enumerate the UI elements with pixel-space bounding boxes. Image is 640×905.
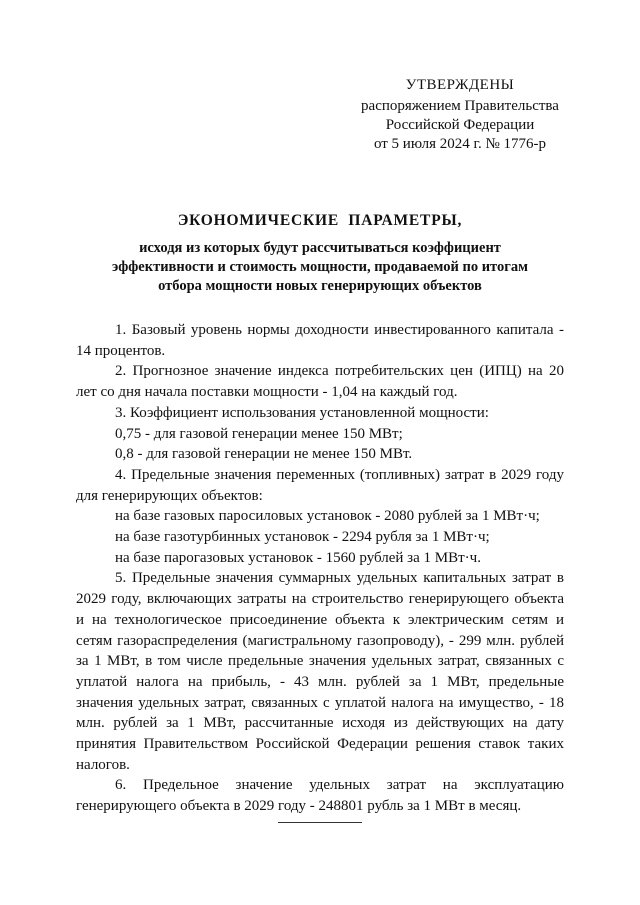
item-3-subitem: 0,8 - для газовой генерации не менее 150 МВт. [115, 446, 413, 463]
item-1-paragraph: 1. Базовый уровень нормы доходности инвестированного капитала - 14 процентов. [76, 322, 564, 359]
approval-line-federation: Российской Федерации [385, 117, 535, 133]
item-4-paragraph: 4. Предельные значения переменных (топливных) затрат в 2029 году для генерирующих объектов: [76, 466, 564, 504]
item-2-paragraph: 2. Прогнозное значение индекса потребительских цен (ИПЦ) на 20 лет со дня начала поставки мощности - 1,04 на каждый год. [76, 363, 564, 401]
approval-heading: УТВЕРЖДЕНЫ [405, 77, 515, 93]
item-4-subitem: на базе парогазовых установок - 1560 рублей за 1 МВт·ч. [115, 549, 481, 566]
document-body [76, 320, 564, 817]
item-3-subitem: 0,75 - для газовой генерации менее 150 МВт; [115, 425, 403, 442]
document-title [60, 212, 580, 296]
document-main-title: ЭКОНОМИЧЕСКИЕ ПАРАМЕТРЫ, [177, 212, 463, 229]
item-5-paragraph: 5. Предельные значения суммарных удельных капитальных затрат в 2029 году, включающих затраты на строительство генерирующего объекта и на технологическое присоединение объекта к электрическим сетям и сетям газораспределения (магистральному газопроводу), - 299 млн. рублей за 1 МВт, в том числе предельные значения удельных затрат, связанных с уплатой налога на прибыль, - 43 млн. рублей за 1 МВт, предельные значения удельных затрат, связанных с уплатой налога на имущество, - 18 млн. рублей за 1 МВт, рассчитанные исходя из действующих на дату принятия Правительством Российской Федерации решения ставок таких налогов. [76, 570, 564, 773]
item-4-subitem: на базе газотурбинных установок - 2294 рубля за 1 МВт·ч; [115, 529, 490, 546]
approval-block [340, 76, 580, 154]
approval-line-date: от 5 июля 2024 г. № 1776-р [373, 136, 547, 152]
approval-line-decree: распоряжением Правительства [361, 98, 559, 114]
document-subtitle-line: отбора мощности новых генерирующих объектов [158, 278, 482, 294]
end-divider-line [278, 822, 362, 823]
document-subtitle-line: эффективности и стоимость мощности, продаваемой по итогам [112, 259, 528, 275]
item-3-paragraph: 3. Коэффициент использования установленной мощности: [115, 404, 489, 421]
item-6-paragraph: 6. Предельное значение удельных затрат на эксплуатацию генерирующего объекта в 2029 году - 248801 рубль за 1 МВт в месяц. [76, 777, 564, 815]
document-subtitle-line: исходя из которых будут рассчитываться коэффициент [139, 240, 501, 256]
item-4-subitem: на базе газовых паросиловых установок - 2080 рублей за 1 МВт·ч; [115, 508, 540, 525]
